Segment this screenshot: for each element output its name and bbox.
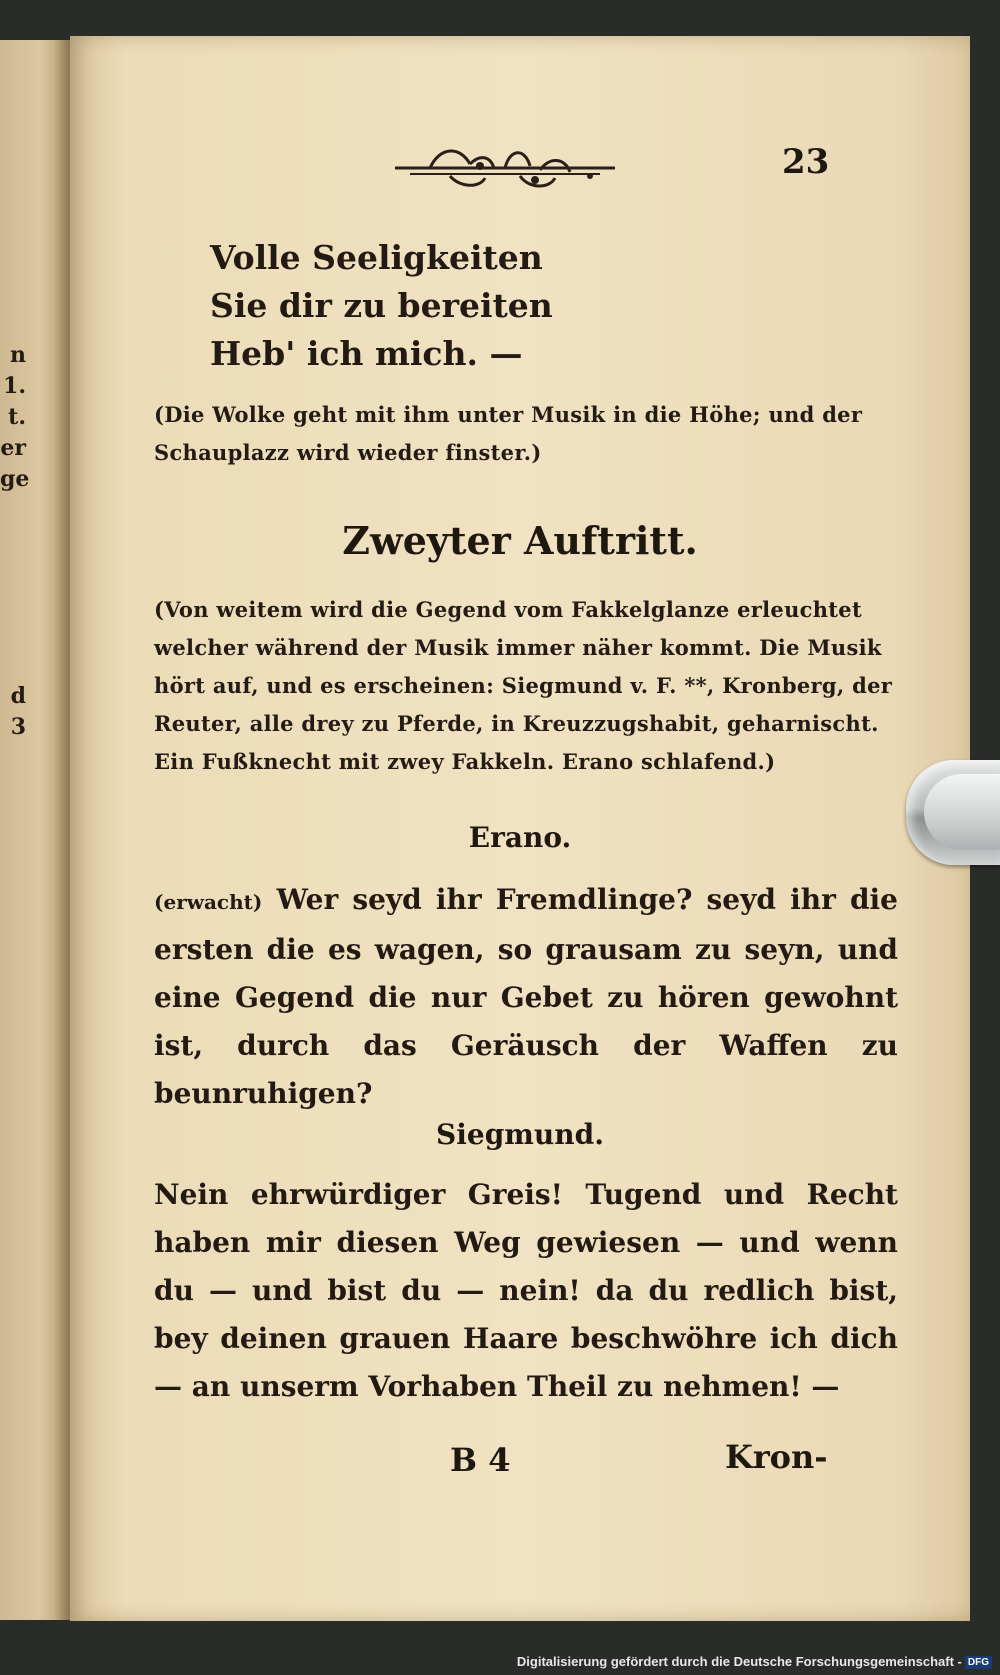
margin-fragment <box>0 557 26 588</box>
page-clip <box>906 760 1000 865</box>
margin-fragment: t. <box>8 404 26 430</box>
margin-fragment: d <box>10 683 26 709</box>
verse-block <box>210 234 553 378</box>
scene-heading: Zweyter Auftritt. <box>342 518 698 563</box>
margin-fragment: ge <box>0 466 30 492</box>
facing-page-margin-text <box>0 340 30 743</box>
margin-fragment: 3 <box>10 714 26 740</box>
margin-fragment <box>0 619 26 650</box>
speech-paragraph: Nein ehrwürdiger Greis! Tugend und Recht haben mir diesen Weg gewiesen — und wenn du — und bist du — nein! da du redlich bist, bey deinen grauen Haare beschwöhre ich dich — an unserm Vorhaben Theil zu nehmen! — <box>154 1178 898 1403</box>
speech-paragraph <box>154 876 898 1118</box>
page-number: 23 <box>782 142 830 182</box>
verse-line: Sie dir zu bereiten <box>210 286 553 325</box>
ornament-icon <box>390 136 620 196</box>
dfg-logo: DFG <box>965 1656 992 1669</box>
book-page <box>70 36 970 1621</box>
stage-direction: (Von weitem wird die Gegend vom Fakkelglanze erleuchtet welcher während der Musik immer näher kommt. Die Musik hört auf, und es erscheinen: Siegmund v. F. **, Kronberg, der Reuter, alle drey zu Pferde, in Kreuzzugshabit, geharnischt. Ein Fußknecht mit zwey Fakkeln. Erano schlafend.) <box>154 597 893 774</box>
speech-direction: (erwacht) <box>154 890 263 914</box>
catchword: Kron- <box>725 1438 828 1476</box>
verse-line: Heb' ich mich. — <box>210 334 523 373</box>
verse-line: Volle Seeligkeiten <box>210 238 543 277</box>
digitization-footer <box>517 1654 992 1669</box>
margin-fragment <box>0 495 26 526</box>
speaker-name: Erano. <box>468 821 572 854</box>
footer-text: Digitalisierung gefördert durch die Deutsche Forschungsgemeinschaft - <box>516 1653 962 1669</box>
margin-fragment: 1. <box>3 373 26 399</box>
margin-fragment <box>0 526 26 557</box>
margin-fragment <box>0 588 26 619</box>
stage-direction: (Die Wolke geht mit ihm unter Musik in die Höhe; und der Schauplazz wird wieder finster.) <box>154 402 863 465</box>
facing-page <box>0 40 70 1620</box>
book-gutter <box>54 40 70 1620</box>
margin-fragment <box>0 650 26 681</box>
speaker-name: Siegmund. <box>436 1118 604 1151</box>
speech-text: Wer seyd ihr Fremdlinge? seyd ihr die ersten die es wagen, so grausam zu seyn, und eine Gegend die nur Gebet zu hören gewohnt ist, durch das Geräusch der Waffen zu beunruhigen? <box>154 883 898 1110</box>
signature-mark: B 4 <box>450 1441 511 1479</box>
margin-fragment: n <box>10 342 26 368</box>
margin-fragment: er <box>0 435 26 461</box>
